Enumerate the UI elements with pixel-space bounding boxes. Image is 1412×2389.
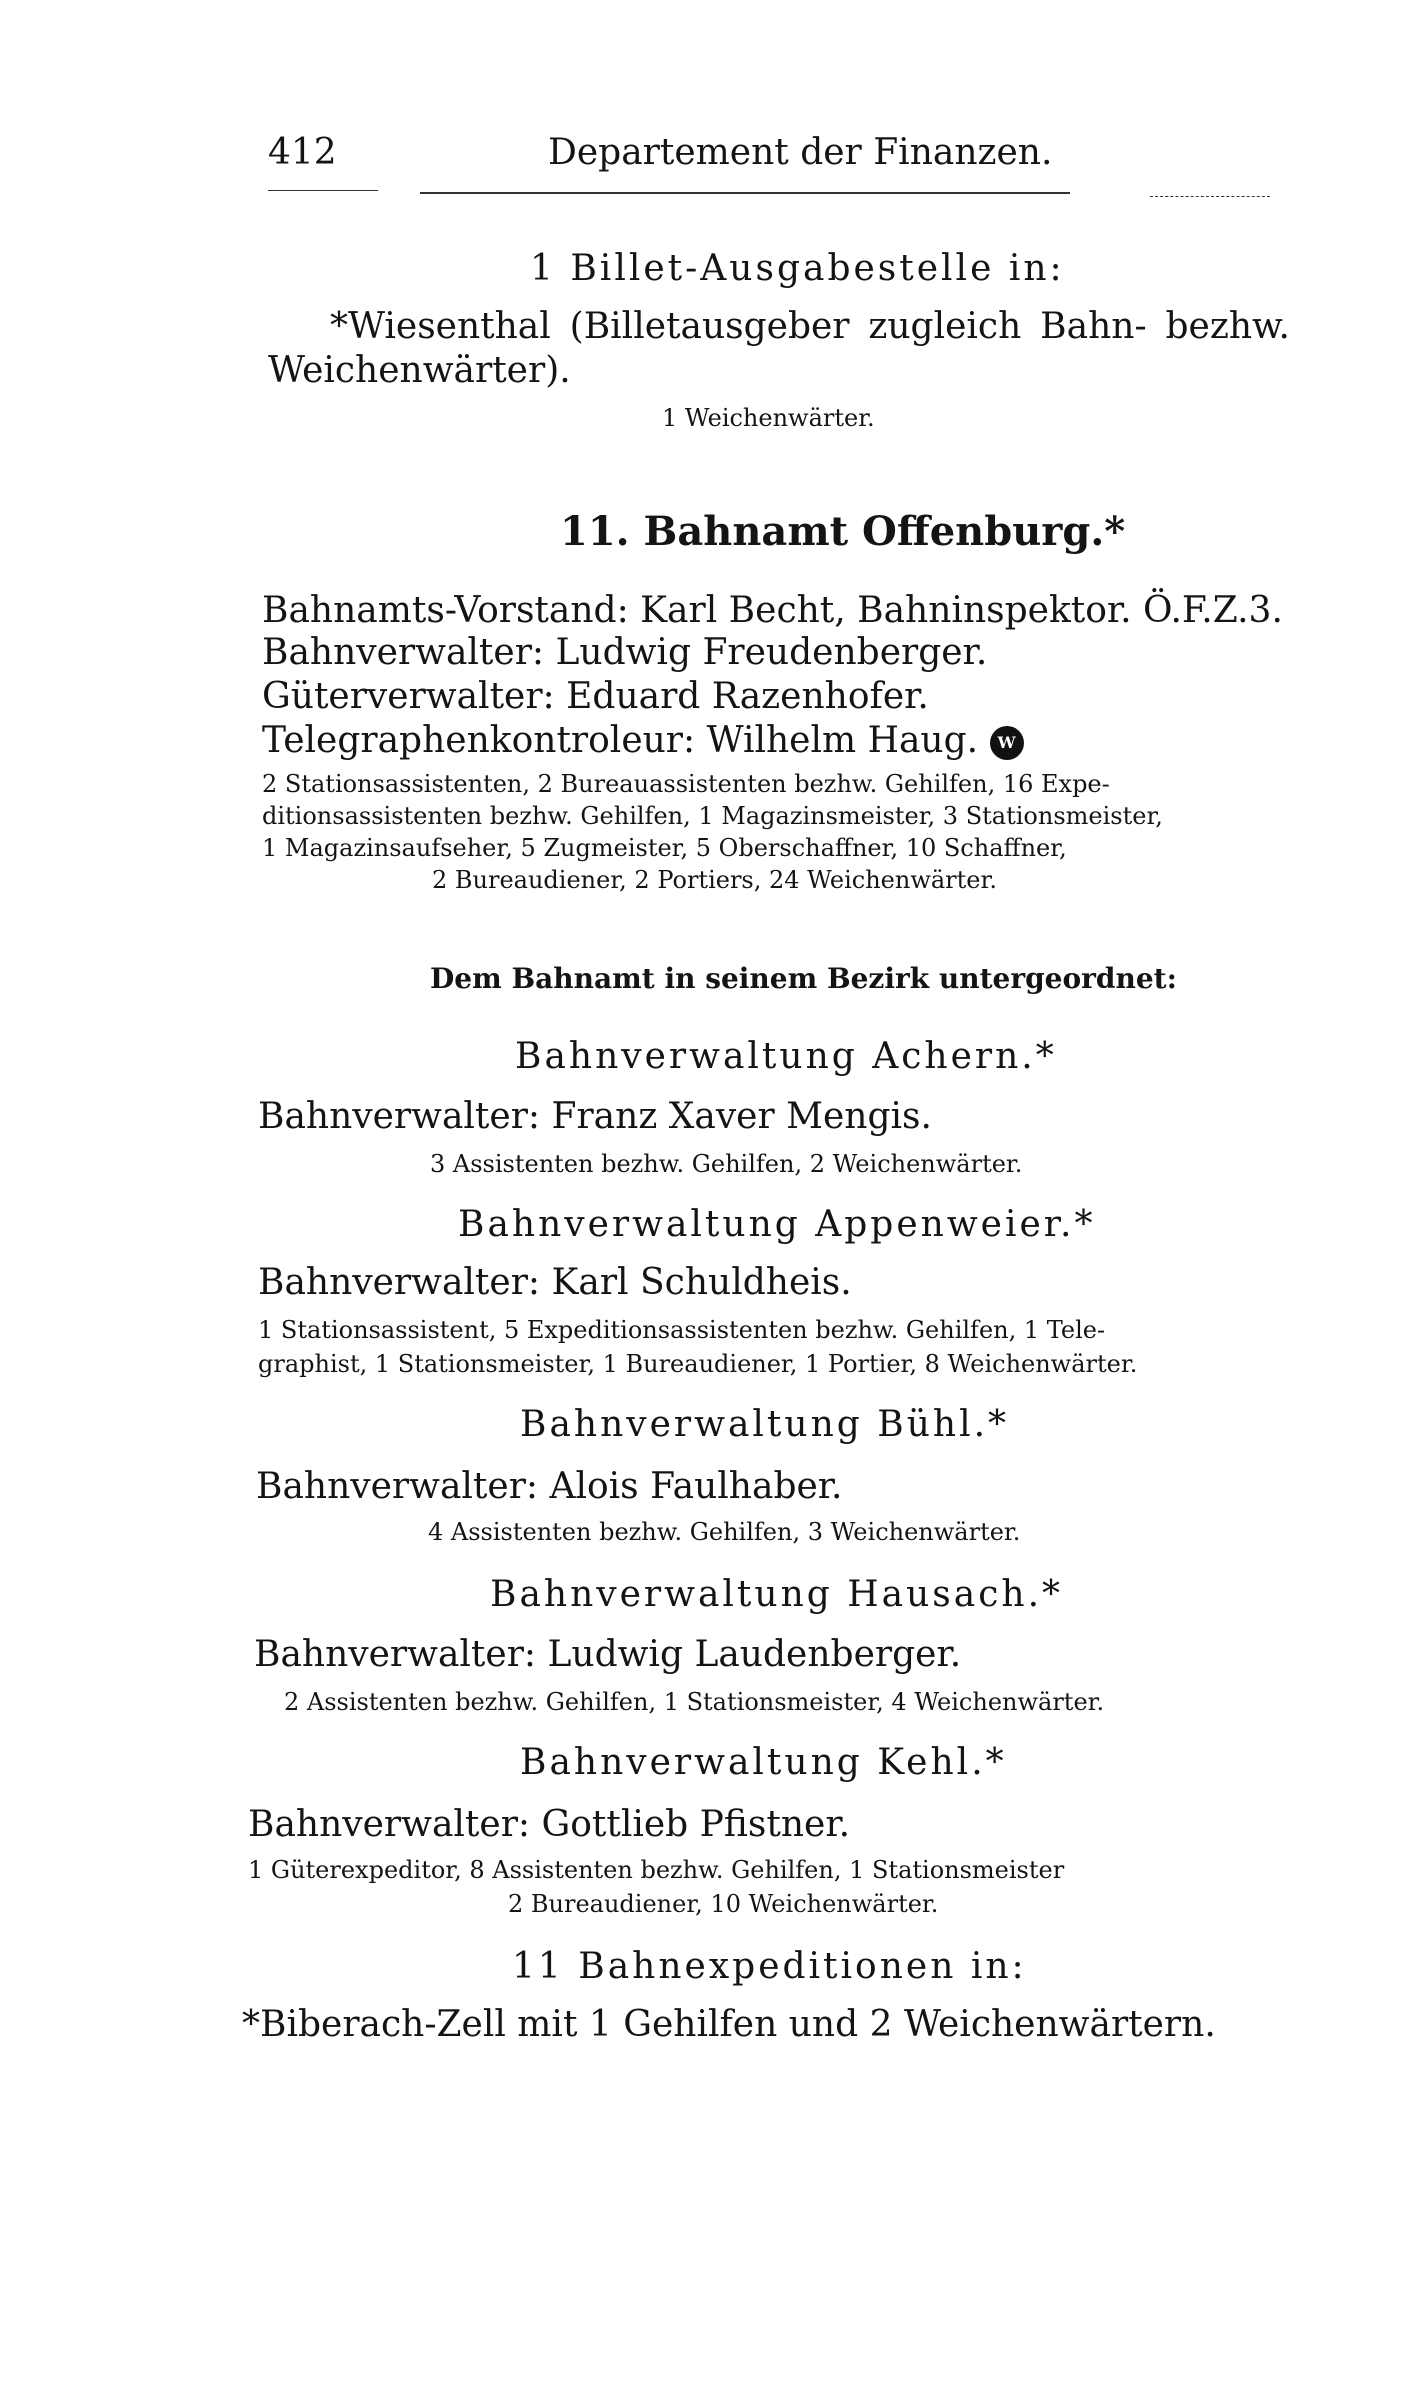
verwaltung-hausach-heading: Bahnverwaltung Hausach.* [490,1574,1064,1615]
verwaltung-appenweier-staff-2: graphist, 1 Stationsmeister, 1 Bureaudiener, 1 Portier, 8 Weichenwärter. [258,1350,1138,1378]
billet-staff: 1 Weichenwärter. [662,404,875,432]
verwaltung-buehl-heading: Bahnverwaltung Bühl.* [520,1404,1010,1445]
running-title: Departement der Finanzen. [548,132,1053,173]
verwaltung-hausach-staff: 2 Assistenten bezhw. Gehilfen, 1 Stationsmeister, 4 Weichenwärter. [284,1688,1105,1716]
bahnamt-vorstand: Bahnamts-Vorstand: Karl Becht, Bahninspektor. Ö.F.Z.3. [262,590,1283,631]
verwaltung-appenweier-verwalter: Bahnverwalter: Karl Schuldheis. [258,1262,852,1303]
billet-line-2: Weichenwärter). [268,350,571,391]
verwaltung-achern-verwalter: Bahnverwalter: Franz Xaver Mengis. [258,1096,932,1137]
subordinate-heading: Dem Bahnamt in seinem Bezirk untergeordnet: [430,962,1177,995]
bahnamt-verwalter: Bahnverwalter: Ludwig Freudenberger. [262,632,988,673]
bahnamt-staff-1: 2 Stationsassistenten, 2 Bureauassistenten bezhw. Gehilfen, 16 Expe- [262,770,1110,798]
verwaltung-hausach-verwalter: Bahnverwalter: Ludwig Laudenberger. [254,1634,962,1675]
verwaltung-buehl-staff: 4 Assistenten bezhw. Gehilfen, 3 Weichenwärter. [428,1518,1021,1546]
telegraph-text: Telegraphenkontroleur: Wilhelm Haug. [262,720,979,761]
verwaltung-kehl-staff-2: 2 Bureaudiener, 10 Weichenwärter. [508,1890,939,1918]
billet-line-1: *Wiesenthal (Billetausgeber zugleich Bahn- bezhw. [330,306,1290,347]
expeditionen-heading: 11 Bahnexpeditionen in: [512,1946,1027,1987]
bahnamt-staff-2: ditionsassistenten bezhw. Gehilfen, 1 Magazinsmeister, 3 Stationsmeister, [262,802,1163,830]
order-mark-icon: W [990,726,1024,760]
verwaltung-achern-staff: 3 Assistenten bezhw. Gehilfen, 2 Weichenwärter. [430,1150,1023,1178]
verwaltung-appenweier-staff-1: 1 Stationsassistent, 5 Expeditionsassistenten bezhw. Gehilfen, 1 Tele- [258,1316,1106,1344]
verwaltung-appenweier-heading: Bahnverwaltung Appenweier.* [458,1204,1096,1245]
verwaltung-buehl-verwalter: Bahnverwalter: Alois Faulhaber. [256,1466,843,1507]
verwaltung-achern-heading: Bahnverwaltung Achern.* [515,1036,1057,1077]
verwaltung-kehl-heading: Bahnverwaltung Kehl.* [520,1742,1007,1783]
page-number: 412 [268,132,337,173]
billet-heading: 1 Billet-Ausgabestelle in: [530,248,1065,289]
bahnamt-staff-3: 1 Magazinsaufseher, 5 Zugmeister, 5 Oberschaffner, 10 Schaffner, [262,834,1067,862]
bahnamt-gueterverwalter: Güterverwalter: Eduard Razenhofer. [262,676,929,717]
header-rule-right [1150,196,1270,197]
bahnamt-staff-4: 2 Bureaudiener, 2 Portiers, 24 Weichenwärter. [432,866,997,894]
expeditionen-line-1: *Biberach-Zell mit 1 Gehilfen und 2 Weichenwärtern. [242,2004,1216,2045]
verwaltung-kehl-staff-1: 1 Güterexpeditor, 8 Assistenten bezhw. Gehilfen, 1 Stationsmeister [248,1856,1065,1884]
bahnamt-telegraph [262,720,1024,761]
header-rule-left [268,190,378,191]
bahnamt-heading: 11. Bahnamt Offenburg.* [560,508,1126,555]
verwaltung-kehl-verwalter: Bahnverwalter: Gottlieb Pfistner. [248,1804,851,1845]
header-rule [420,192,1070,194]
